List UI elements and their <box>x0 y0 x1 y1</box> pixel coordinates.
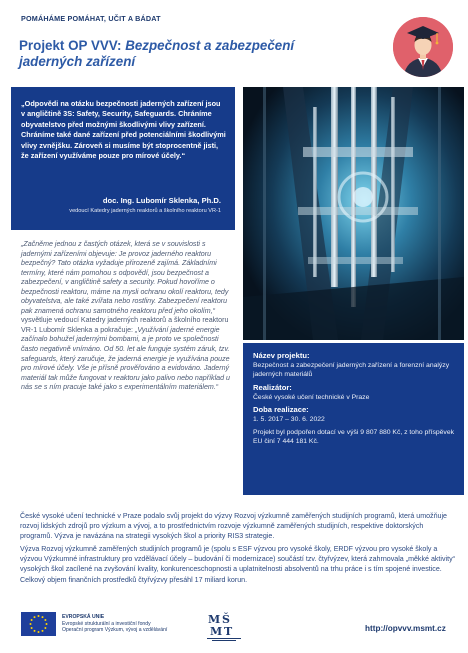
title-italic-line1: Bezpečnost a zabezpečení <box>125 38 295 53</box>
project-name-value: Bezpečnost a zabezpečení jaderných zařízení a forenzní analýzy jaderných materiálů <box>253 362 450 379</box>
title-prefix: Projekt OP VVV: <box>19 38 126 53</box>
eu-line-2: Evropské strukturální a investiční fondy <box>62 620 151 627</box>
svg-text:Š: Š <box>222 613 230 626</box>
article-quote-1: „Začněme jednou z častých otázek, která se v souvislosti s jadernými zařízeními objevuje: Je provoz jaderného reaktoru bezpečný? Tato otázka vyžaduje přirozeně zajímá. Základními termíny, které nám pomohou s odpovědí, jsou bezpečnost a zabezpečení, v angličtině safety a security. Pokud hovoříme o bezpečnosti reaktoru, máme na mysli ochranu okolí reaktoru, tedy obyvatelstva, ale také zvířata nebo rostliny. Zabezpečení reaktoru pak znamená ochranu samotného reaktoru před jeho okolím,“ <box>21 240 229 315</box>
page-title <box>19 38 349 70</box>
quote-author-role: vedoucí Katedry jaderných reaktorů a školního reaktoru VR-1 <box>69 208 221 214</box>
article-text <box>21 240 235 393</box>
section-label: POMÁHÁME POMÁHAT, UČIT A BÁDAT <box>21 14 161 23</box>
realizer-value: České vysoké učení technické v Praze <box>253 393 370 401</box>
article-quote-2: „Využívání jaderné energie začínalo bohužel jadernými bombami, a je proto ve společnosti často negativně vnímáno. Od 50. let ale funguje systém záruk, tzv. safeguards, který zaručuje, že jaderná energie je využívána pouze pro mírové účely. Vše je přísně prověřováno a evidováno. Jaderný materiál tak může fungovat v reaktoru jako palivo nebo například u nás se s ním pracuje také jako s experimentálním materiálem.“ <box>21 325 230 392</box>
quote-text: „Odpovědi na otázku bezpečnosti jaderných zařízení jsou v angličtině 3S: Safety, Security, Safeguards. Chráníme obyvatelstvo před možnými škodlivými vlivy zařízení. Chráníme také dané zařízení před potenciálními škodlivými vlivy zvnějšku. Zároveň si musíme být stoprocentně jisti, že zařízení využíváme pouze pro mírové účely.“ <box>21 99 226 161</box>
bottom-text <box>20 511 456 588</box>
bottom-paragraph-2: Výzva Rozvoj výzkumně zaměřených studijních programů je (spolu s ESF výzvou pro vysoké školy, ERDF výzvou pro vysoké školy a výzvou Výzkumné infrastruktury pro vzdělávací účely – budování či modernizace) součástí tzv. čtyřvýzev, která zahrnovala „měkké aktivity“ vysokých škol zacílené na zvyšování kvality, konkurenceschopnosti a uplatnitelnosti absolventů na trhu práce i s tím spojené investice. Celkový objem finančních prostředků čtyřvýzvy přesáhl 17 miliard korun. <box>20 545 455 584</box>
eu-text <box>62 614 167 634</box>
reactor-photo <box>243 87 464 340</box>
quote-box <box>11 87 235 230</box>
realizer-label: Realizátor: <box>253 382 292 392</box>
project-info-box <box>243 343 464 495</box>
article-attribution: vysvětluje vedoucí Katedry jaderných reaktorů a školního reaktoru VR-1 Lubomír Sklenka a pokračuje: <box>21 316 229 334</box>
bottom-paragraph-1: České vysoké učení technické v Praze podalo svůj projekt do výzvy Rozvoj výzkumně zaměřených studijních programů, která umožňuje rozvoj lidských zdrojů pro výzkum a vývoj, a to prostřednictvím rozvoje výzkumně zaměřených studijních, respektive doktorských programů. Výzva je navázána na strategii vysokých škol a priority RIS3 strategie. <box>20 512 448 541</box>
svg-text:M: M <box>210 625 223 638</box>
quote-author: doc. Ing. Lubomír Sklenka, Ph.D. <box>102 196 221 205</box>
title-italic-line2: jaderných zařízení <box>19 54 136 69</box>
project-name-label: Název projektu: <box>253 351 310 360</box>
eu-flag-icon <box>21 612 56 636</box>
msmt-logo-icon <box>204 609 244 643</box>
graduate-avatar-icon <box>393 17 453 77</box>
period-value: 1. 5. 2017 – 30. 6. 2022 <box>253 416 325 424</box>
period-label: Doba realizace: <box>253 405 309 415</box>
svg-text:T: T <box>224 625 233 638</box>
eu-line-1: EVROPSKÁ UNIE <box>62 614 105 620</box>
svg-text:M: M <box>208 613 221 626</box>
funding-note: Projekt byl podpořen dotací ve výši 9 807 880 Kč, z toho příspěvek EU činí 7 444 181 Kč. <box>253 428 455 446</box>
footer-url-link[interactable]: http://opvvv.msmt.cz <box>365 624 446 633</box>
eu-line-3: Operační program Výzkum, vývoj a vzdělávání <box>62 627 168 634</box>
